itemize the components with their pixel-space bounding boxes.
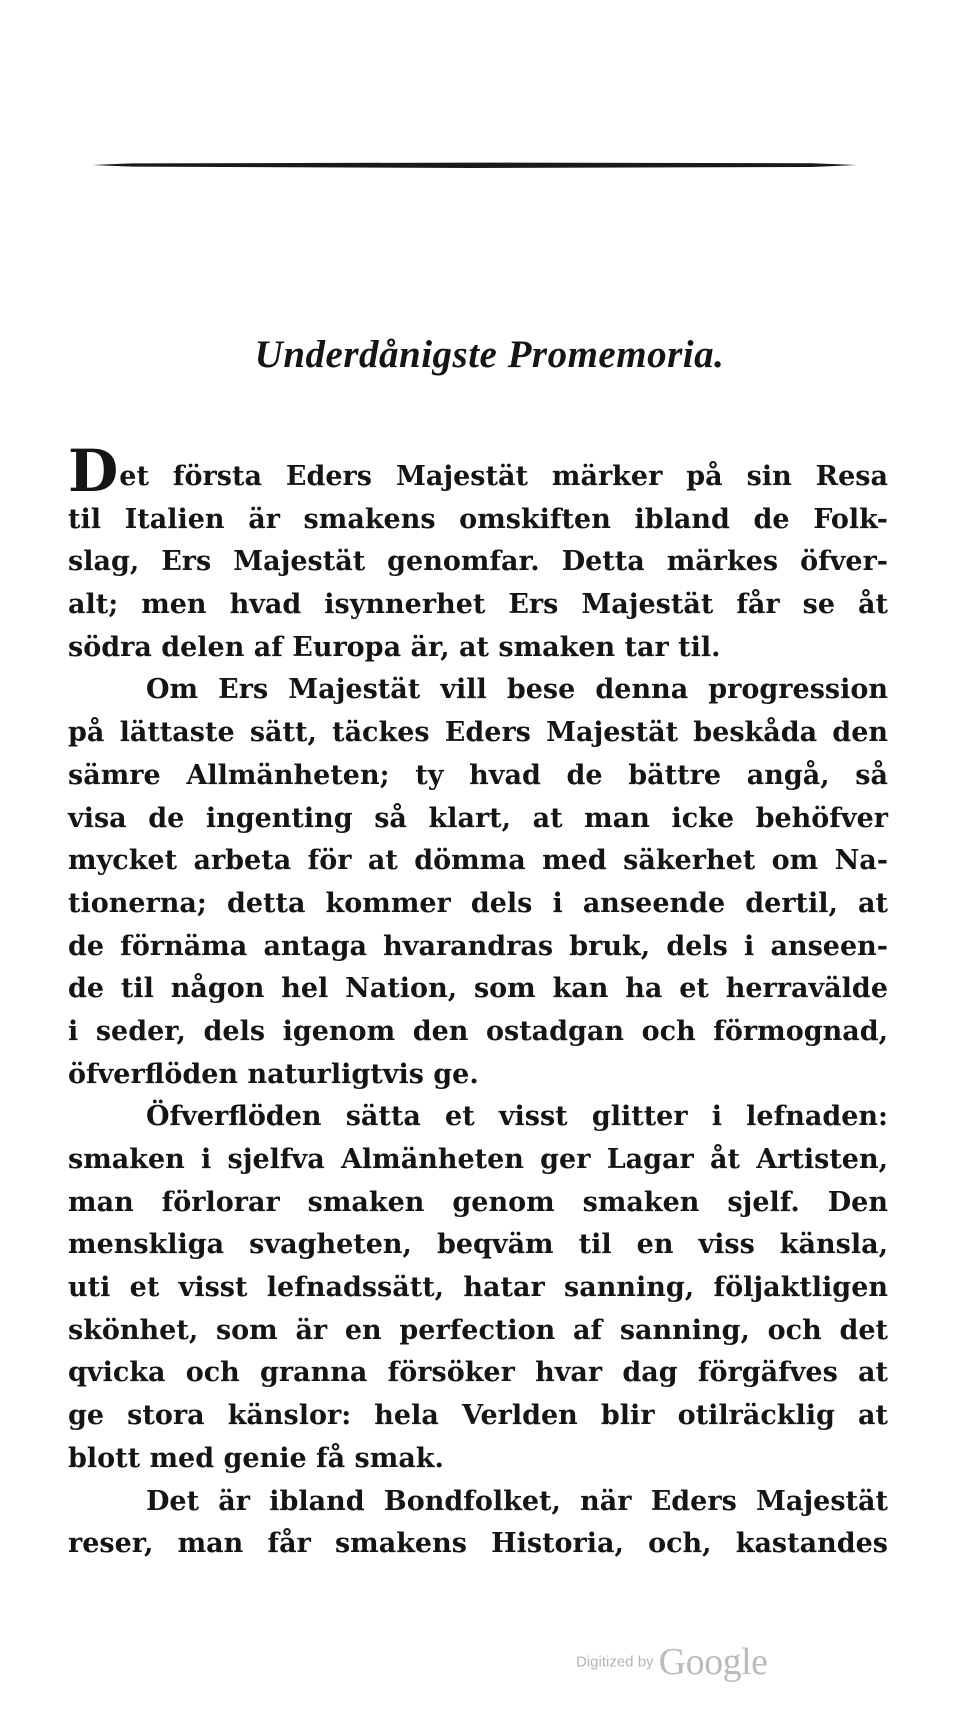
digitized-footer [576,1640,768,1684]
line-text: til Italien är smakens omskiften ibland de Folk- [68,503,888,535]
line-text: de förnäma antaga hvarandras bruk, dels i anseen- [68,930,888,962]
line-text: sämre Allmänheten; ty hvad de bättre angå, så [68,759,888,791]
text-line [68,1011,888,1054]
line-text: Om Ers Majestät vill bese denna progression [146,674,888,706]
body-text [68,437,888,1566]
page-title: Underdånigste Promemoria. [254,333,725,376]
text-line [68,541,888,584]
text-line [68,1438,888,1481]
line-text: man förlorar smaken genom smaken sjelf. Den [68,1186,888,1218]
line-text: visa de ingenting så klart, at man icke behöfver [68,802,888,834]
line-text: smaken i sjelfva Almänheten ger Lagar åt Artisten, [68,1144,888,1175]
line-text: tionerna; detta kommer dels i anseende dertil, at [68,887,888,919]
text-line [68,1310,888,1353]
text-line [68,437,888,505]
line-text: alt; men hvad isynnerhet Ers Majestät får se åt [68,589,888,621]
text-line [68,1352,888,1395]
decorative-rule [92,160,857,170]
text-line [68,1395,888,1438]
text-line [68,1267,888,1310]
text-line [68,584,888,627]
text-line [68,840,888,883]
line-text: uti et visst lefnadssätt, hatar sanning, följaktligen [68,1272,888,1304]
text-line [68,499,888,542]
text-line [68,712,888,755]
line-text: slag, Ers Majestät genomfar. Detta märkes öfver- [68,546,888,578]
text-line [68,1096,888,1139]
text-line [68,1523,888,1566]
text-line [68,627,888,670]
google-logo: Google [658,1641,768,1683]
line-text: öfverflöden naturligtvis ge. [68,1058,479,1090]
text-line [68,1481,888,1524]
line-text: menskliga svagheten, beqväm til en viss känsla, [68,1229,888,1261]
line-text: södra delen af Europa är, at smaken tar til. [68,631,721,663]
digitized-label: Digitized by [576,1653,654,1671]
line-text: på lättaste sätt, täckes Eders Majestät beskåda den [68,717,888,749]
line-text: skönhet, som är en perfection af sanning, och det [68,1314,888,1346]
text-line [68,1182,888,1225]
text-line [68,798,888,841]
text-line [68,755,888,798]
line-text: Öfverflöden sätta et visst glitter i lefnaden: [146,1101,888,1133]
line-text: et första Eders Majestät märker på sin Resa [119,461,888,492]
text-line [68,926,888,969]
line-text: Det är ibland Bondfolket, när Eders Majestät [146,1485,888,1517]
text-line [68,1054,888,1097]
line-text: ge stora känslor: hela Verlden blir otilräcklig at [68,1400,888,1432]
text-line [68,968,888,1011]
line-text: de til någon hel Nation, som kan ha et herravälde [68,973,888,1005]
line-text: qvicka och granna försöker hvar dag förgäfves at [68,1357,888,1389]
line-text: reser, man får smakens Historia, och, kastandes [68,1528,888,1560]
line-text: i seder, dels igenom den ostadgan och förmognad, [68,1015,888,1047]
text-line [68,1224,888,1267]
text-line [68,1139,888,1182]
line-text: blott med genie få smak. [68,1442,444,1474]
text-line [68,669,888,712]
text-line [68,883,888,926]
drop-cap: D [68,437,119,505]
line-text: mycket arbeta för at dömma med säkerhet om Na- [68,845,888,877]
